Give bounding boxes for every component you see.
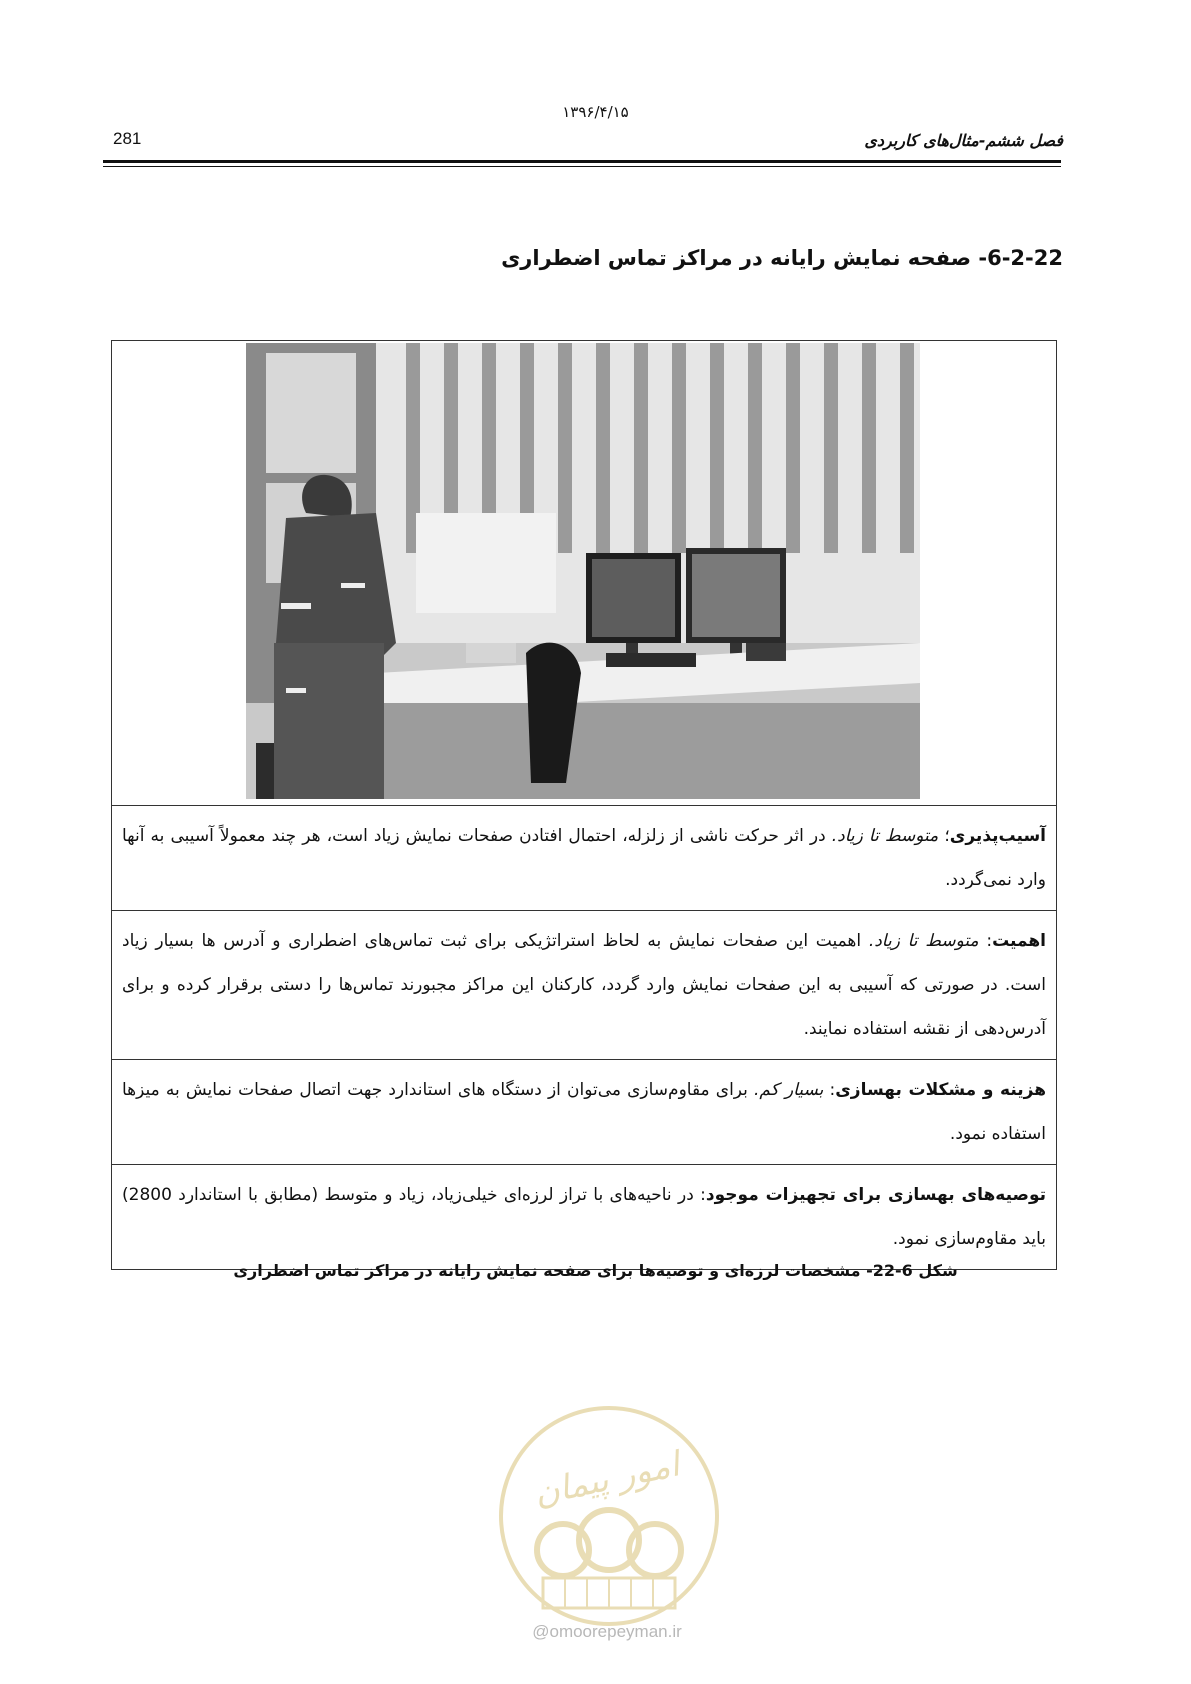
row-label: هزینه و مشکلات بهسازی [835,1080,1046,1100]
row-separator: : [700,1185,706,1205]
row-separator: ؛ [938,826,950,846]
section-title: 6-2-22- صفحه نمایش رایانه در مراکز تماس اضطراری [501,246,1063,270]
row-rating: بسیار کم. [754,1080,824,1100]
vulnerability-row [112,806,1056,911]
row-rating: متوسط تا زیاد. [868,931,979,951]
header-rule-thick [103,160,1061,163]
retrofit-cost-row [112,1060,1056,1165]
row-separator: : [978,931,993,951]
photo-cell [112,341,1056,806]
control-room-photo [246,343,920,799]
row-separator: : [823,1080,836,1100]
importance-row [112,911,1056,1060]
document-date: ۱۳۹۶/۴/۱۵ [562,103,629,121]
row-label: آسیب‌پذیری [949,826,1047,846]
watermark-url: @omoorepeyman.ir [532,1622,682,1641]
row-text: اهمیت این صفحات نمایش به لحاظ استراتژیکی برای ثبت تماس‌های اضطراری و آدرس ها بسیار زیاد است. در صورتی که آسیبی به این صفحات نمایش وارد گردد، کارکنان این مراکز مجبورند تماس‌ها را دستی برقرار کرده و برای آدرس‌دهی از نقشه استفاده نمایند. [122,931,1046,1039]
row-text: در اثر حرکت ناشی از زلزله، احتمال افتادن صفحات نمایش زیاد است، هر چند معمولاً آسیبی به آنها وارد نمی‌گردد. [122,826,1046,890]
row-text: برای مقاوم‌سازی می‌توان از دستگاه های استاندارد جهت اتصال صفحات نمایش به میزها استفاده نمود. [122,1080,1046,1144]
running-head: فصل ششم-مثال‌های کاربردی [864,131,1063,150]
header-rule-thin [103,166,1061,167]
svg-text:امور پیمان: امور پیمان [530,1444,683,1515]
watermark-url-text: omoorepeyman.ir [549,1622,682,1641]
watermark-logo [493,1400,725,1632]
row-text: در ناحیه‌های با تراز لرزه‌ای خیلی‌زیاد، زیاد و متوسط (مطابق با استاندارد 2800) باید مقاوم‌سازی نمود. [122,1185,1046,1249]
row-label: اهمیت [992,931,1047,951]
figure-table [111,340,1057,1270]
figure-caption: شکل 6-22- مشخصات لرزه‌ای و توصیه‌ها برای صفحه نمایش رایانه در مراکز تماس اضطراری [233,1261,958,1280]
row-label: توصیه‌های بهسازی برای تجهیزات موجود [705,1185,1046,1205]
page-number: 281 [113,129,142,148]
retrofit-recommendations-row [112,1165,1056,1269]
row-rating: متوسط تا زیاد. [831,826,939,846]
